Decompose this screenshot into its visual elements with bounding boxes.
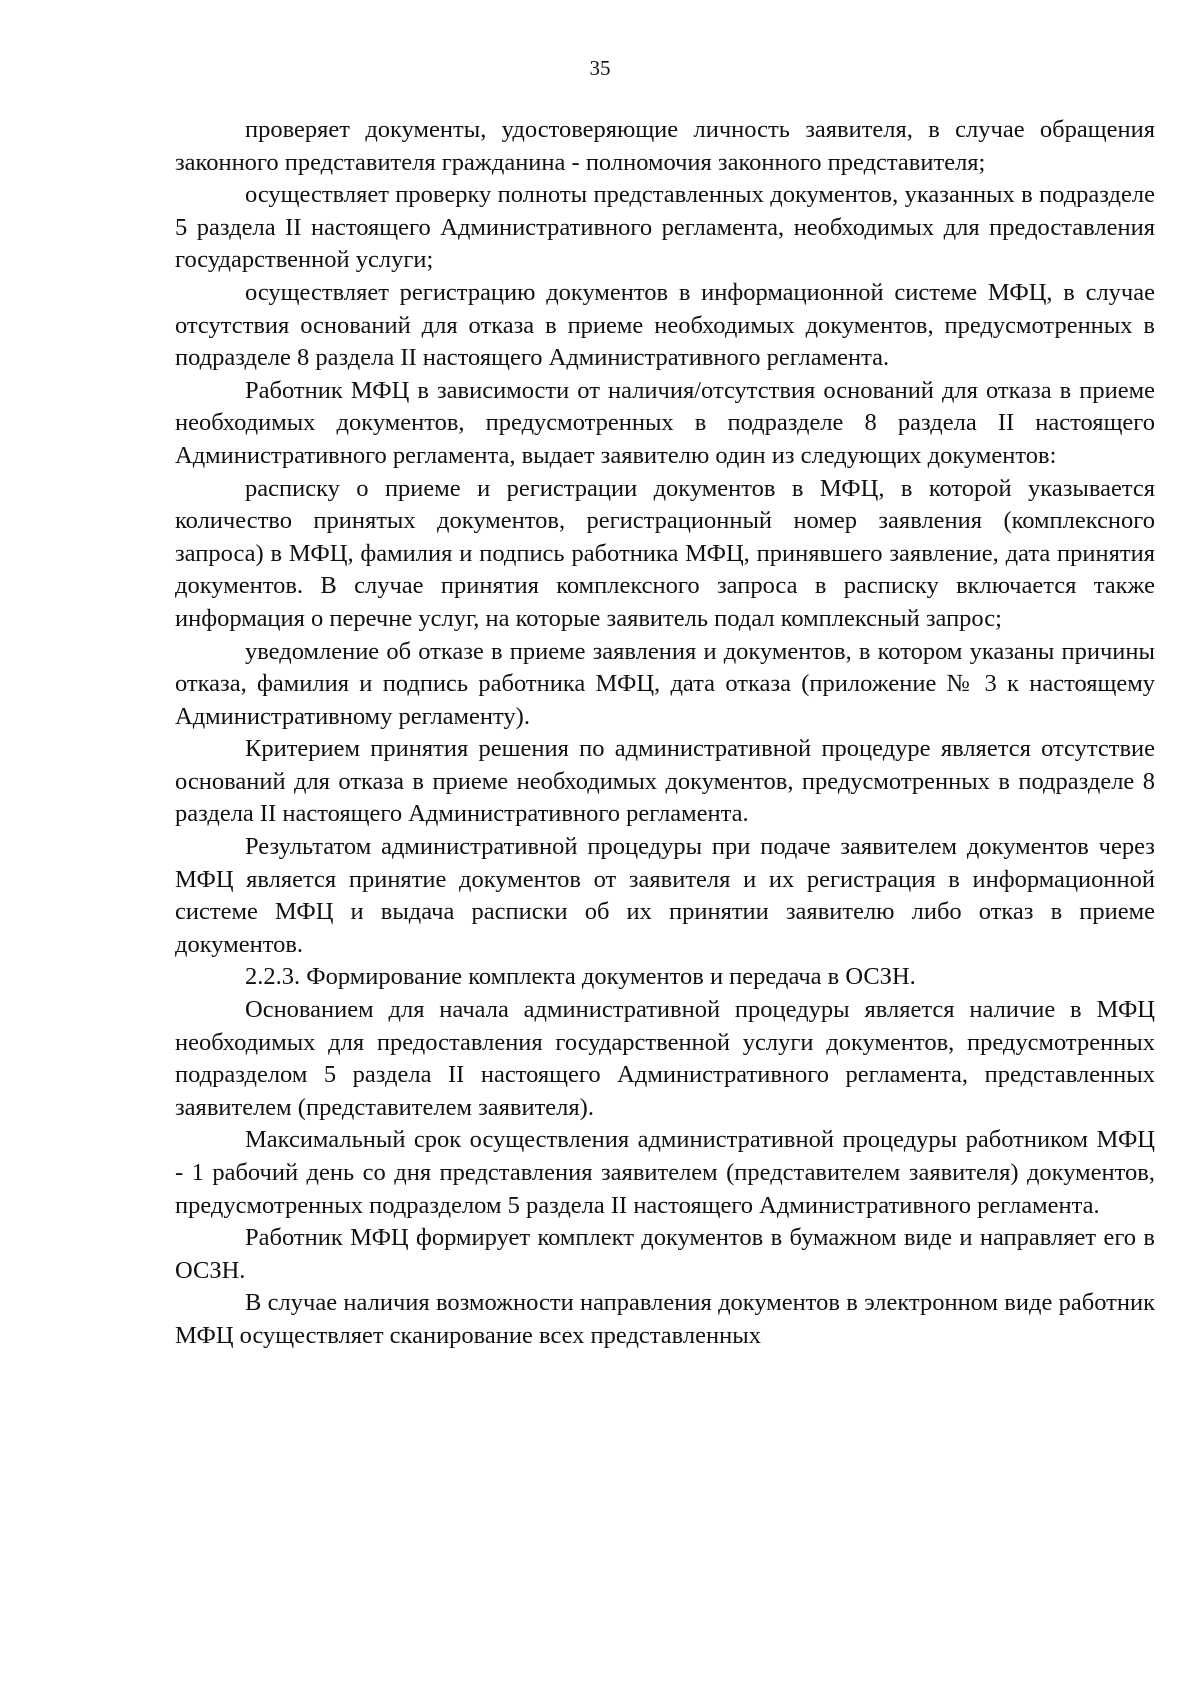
paragraph-refusal-notice: уведомление об отказе в приеме заявления и документов, в котором указаны причины отказа, фамилия и подпись работника МФЦ, дата отказа (приложение № 3 к настоящему Административному регламенту).: [175, 637, 1155, 730]
section-heading-2-2-3: 2.2.3. Формирование комплекта документов и передача в ОСЗН.: [245, 963, 916, 991]
paragraph-forms-package: Работник МФЦ формирует комплект документов в бумажном виде и направляет его в ОСЗН.: [175, 1224, 1155, 1284]
paragraph-max-term: Максимальный срок осуществления административной процедуры работником МФЦ - 1 рабочий день со дня представления заявителем (представителем заявителя) документов, предусмотренных подразделом 5 раздела II настоящего Административного регламента.: [175, 1126, 1155, 1219]
paragraph-receipt: расписку о приеме и регистрации документов в МФЦ, в которой указывается количество принятых документов, регистрационный номер заявления (комплексного запроса) в МФЦ, фамилия и подпись работника МФЦ, принявшего заявление, дата принятия документов. В случае принятия комплексного запроса в расписку включается также информация о перечне услуг, на которые заявитель подал комплексный запрос;: [175, 474, 1155, 632]
paragraph-registration: осуществляет регистрацию документов в информационной системе МФЦ, в случае отсутствия оснований для отказа в приеме необходимых документов, предусмотренных в подразделе 8 раздела II настоящего Административного регламента.: [175, 278, 1155, 372]
paragraph-procedure-result: Результатом административной процедуры при подаче заявителем документов через МФЦ является принятие документов от заявителя и их регистрация в информационной системе МФЦ и выдача расписки об их принятии заявителю либо отказ в приеме документов.: [175, 833, 1155, 958]
paragraph-procedure-basis: Основанием для начала административной процедуры является наличие в МФЦ необходимых для предоставления государственной услуги документов, предусмотренных подразделом 5 раздела II настоящего Административного регламента, представленных заявителем (представителем заявителя).: [175, 996, 1155, 1121]
paragraph-check-completeness: осуществляет проверку полноты представленных документов, указанных в подразделе 5 раздела II настоящего Административного регламента, необходимых для предоставления государственной услуги;: [175, 181, 1155, 274]
paragraph-decision-criterion: Критерием принятия решения по административной процедуре является отсутствие оснований для отказа в приеме необходимых документов, предусмотренных в подразделе 8 раздела II настоящего Административного регламента.: [175, 735, 1155, 828]
page-number: 35: [589, 56, 611, 80]
paragraph-worker-issues: Работник МФЦ в зависимости от наличия/отсутствия оснований для отказа в приеме необходимых документов, предусмотренных в подразделе 8 раздела II настоящего Административного регламента, выдает заявителю один из следующих документов:: [175, 376, 1155, 469]
paragraph-electronic-scan: В случае наличия возможности направления документов в электронном виде работник МФЦ осуществляет сканирование всех представленных: [175, 1289, 1155, 1349]
paragraph-check-identity: проверяет документы, удостоверяющие личность заявителя, в случае обращения законного представителя гражданина - полномочия законного представителя;: [175, 116, 1155, 176]
document-body: [175, 114, 1155, 1353]
